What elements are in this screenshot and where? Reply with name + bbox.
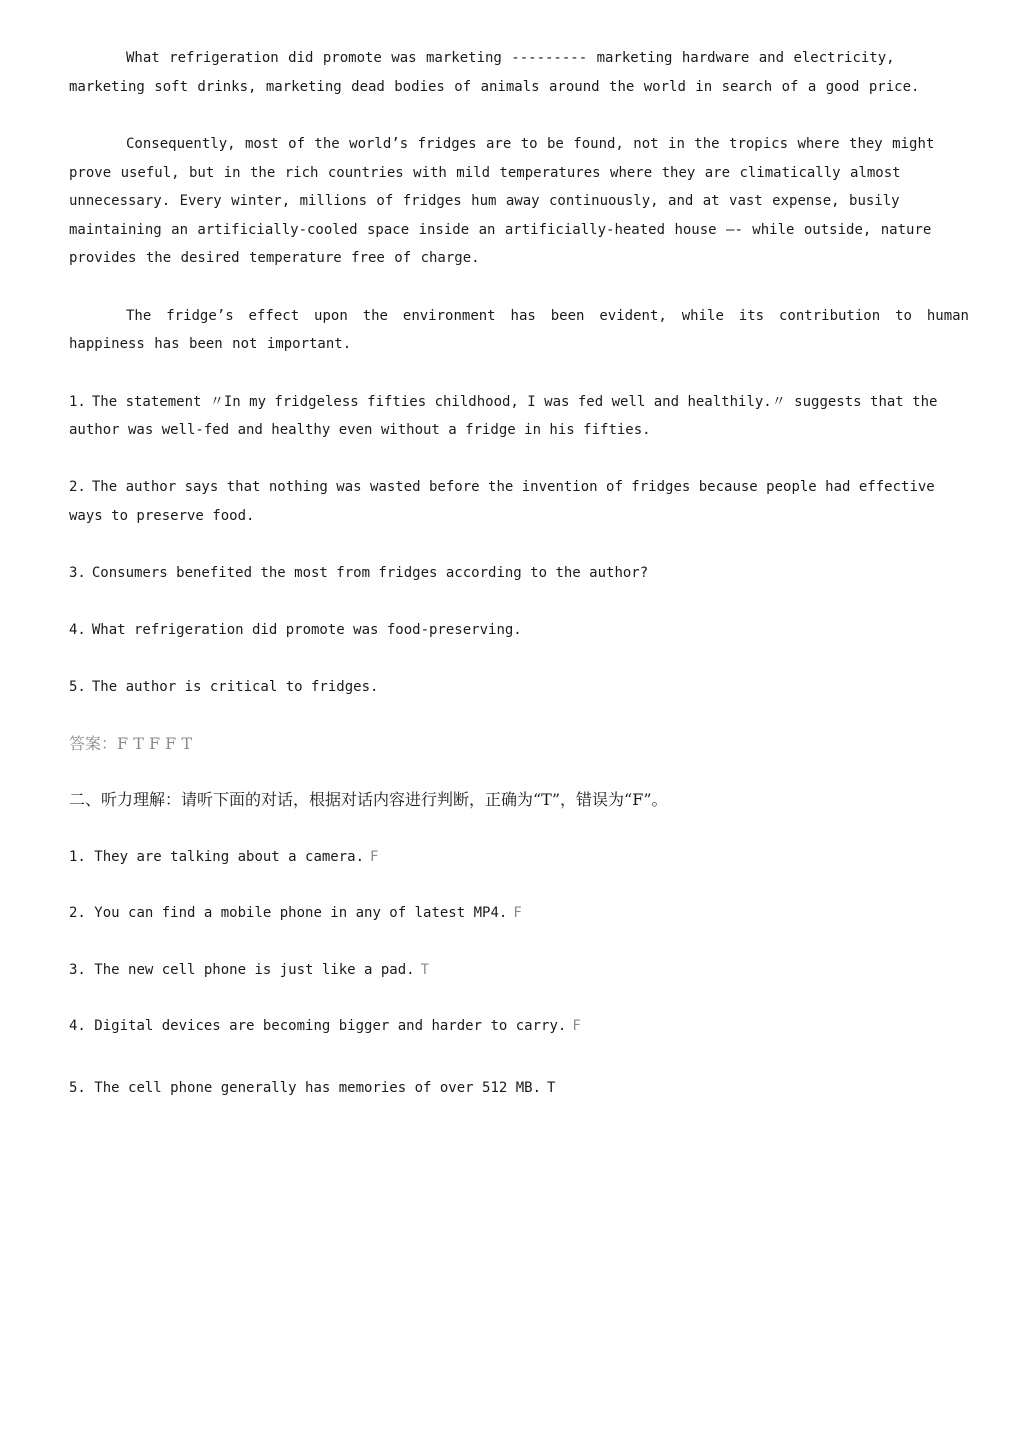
question-text: Digital devices are becoming bigger and harder to carry.	[94, 1018, 567, 1034]
question-number: 5.	[69, 1080, 86, 1096]
passage-paragraph-2: Consequently, most of the world’s fridges are to be found, not in the tropics where they might prove useful, but in the rich countries with mild temperatures where they are climatically almost unnecessary. Every winter, millions of fridges hum away continuously, and at vast expense, busily maintaining an artificially-cooled space inside an artificially-heated house —- while outside, nature provides the desired temperature free of charge.	[69, 136, 935, 266]
question-text: The author says that nothing was wasted before the invention of fridges because people had effective ways to preserve food.	[69, 479, 935, 524]
listening-question	[69, 1012, 969, 1040]
question-answer: T	[420, 961, 430, 978]
reading-question-list	[69, 388, 969, 702]
question-answer: F	[370, 848, 379, 865]
question-text: Consumers benefited the most from fridges according to the author?	[91, 564, 649, 581]
question-text: The author is critical to fridges.	[91, 678, 379, 695]
question-number: 4.	[69, 1018, 86, 1034]
question-number: 5.	[69, 678, 86, 695]
question-answer: F	[572, 1018, 581, 1034]
reading-question	[69, 616, 969, 645]
question-number: 2.	[69, 479, 86, 495]
listening-question-list	[69, 843, 969, 1103]
reading-question	[69, 473, 969, 530]
question-number: 2.	[69, 905, 86, 921]
passage-paragraph-3: The fridge’s effect upon the environment has been evident, while its contribution to human happiness has been not important.	[69, 307, 969, 352]
document-page	[69, 44, 969, 1131]
reading-answer-key: 答案：F T F F T	[69, 733, 192, 753]
question-text: They are talking about a camera.	[94, 848, 365, 865]
question-answer: T	[547, 1080, 556, 1096]
question-text: The statement 〃In my fridgeless fifties childhood, I was fed well and healthily.〃 suggests that the author was well-fed and healthy even without a fridge in his fifties.	[69, 393, 938, 438]
listening-question	[69, 899, 969, 927]
question-text: What refrigeration did promote was food-preserving.	[91, 621, 522, 638]
question-answer: F	[513, 905, 522, 921]
listening-section-title: 二、听力理解：请听下面的对话，根据对话内容进行判断，正确为“T”，错误为“F”。	[69, 789, 668, 809]
listening-question	[69, 1074, 969, 1102]
question-number: 3.	[69, 961, 86, 978]
reading-question	[69, 388, 969, 445]
question-number: 1.	[69, 848, 86, 865]
question-text: The new cell phone is just like a pad.	[94, 961, 415, 978]
reading-question	[69, 673, 969, 702]
question-text: The cell phone generally has memories of over 512 MB.	[94, 1080, 542, 1096]
reading-question	[69, 559, 969, 588]
passage-paragraph-1: What refrigeration did promote was marketing --------- marketing hardware and electricity, marketing soft drinks, marketing dead bodies of animals around the world in search of a good price.	[69, 50, 920, 95]
question-number: 3.	[69, 564, 86, 581]
question-number: 4.	[69, 621, 86, 638]
question-text: You can find a mobile phone in any of latest MP4.	[94, 905, 508, 921]
listening-question	[69, 956, 969, 984]
listening-question	[69, 843, 969, 871]
question-number: 1.	[69, 393, 86, 410]
